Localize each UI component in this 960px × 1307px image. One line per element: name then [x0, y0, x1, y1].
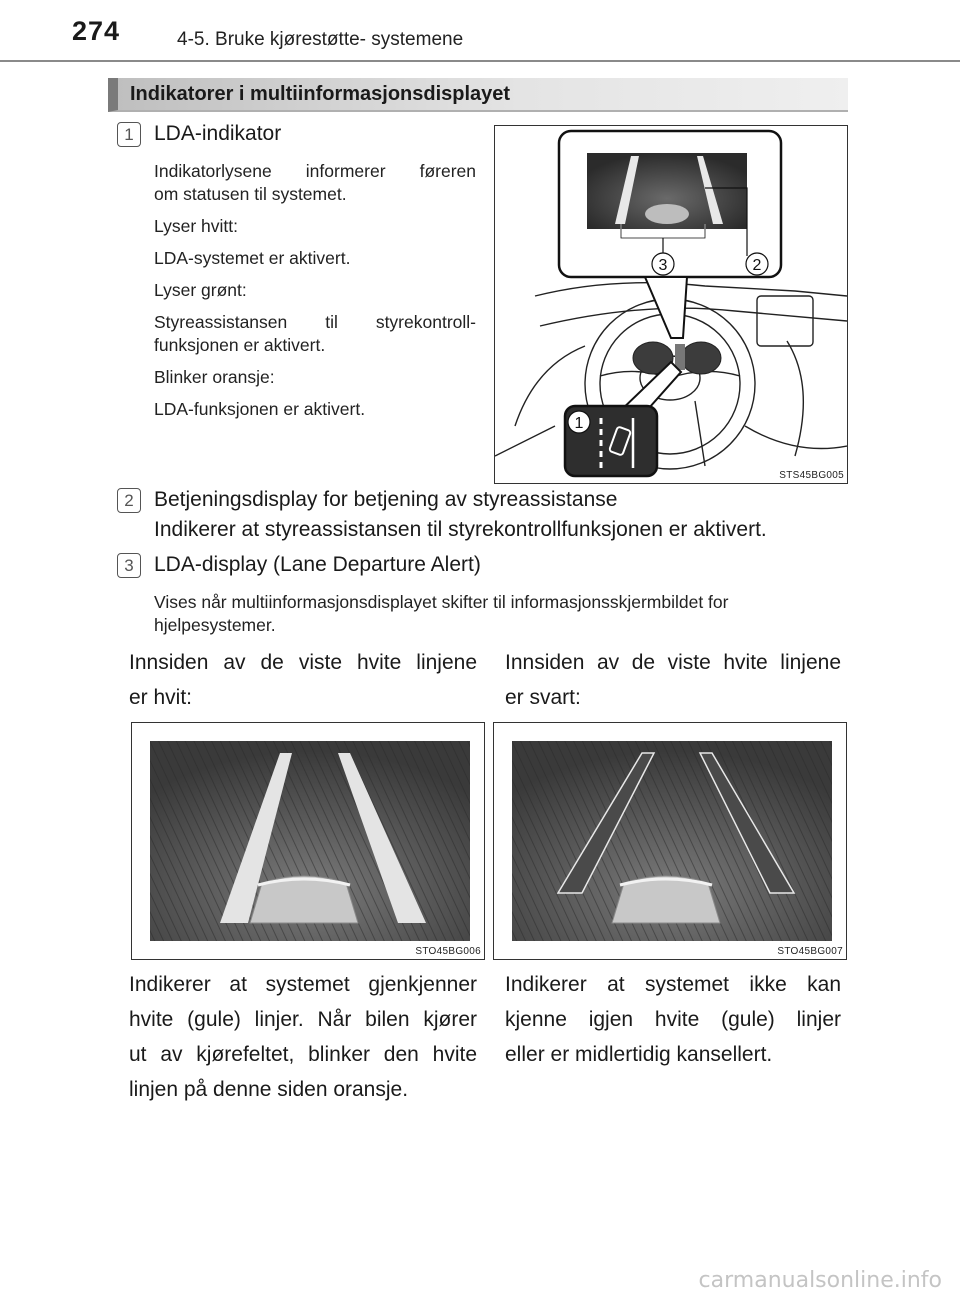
description-line: linjen på denne siden oransje.: [129, 1078, 409, 1101]
description-line: Indikatorlysene informerer føreren: [154, 161, 476, 181]
item-number-badge: 2: [117, 488, 141, 513]
callout-3: 3: [658, 257, 668, 274]
description-line: hvite (gule) linjer. Når bilen kjører: [129, 1008, 477, 1031]
callout-1: 1: [574, 415, 584, 432]
description-line: Blinker oransje:: [154, 367, 275, 387]
description-line: om statusen til systemet.: [154, 184, 347, 204]
left-heading: [129, 645, 477, 715]
left-description: [129, 967, 477, 1107]
item-1-description: [154, 160, 476, 421]
description-line: ut av kjørefeltet, blinker den hvite: [129, 1043, 477, 1066]
item-title: Betjeningsdisplay for betjening av styreassistanse: [154, 488, 618, 511]
right-description: [505, 967, 841, 1072]
lda-display-black-inside: [494, 723, 846, 959]
lda-display-white-inside: [132, 723, 484, 959]
watermark: carmanualsonline.info: [698, 1268, 942, 1293]
description-line: LDA-funksjonen er aktivert.: [154, 399, 366, 419]
figure-code: STS45BG005: [779, 470, 844, 481]
item-description-line: Vises når multiinformasjonsdisplayet skifter til informasjonsskjermbildet for: [154, 592, 729, 612]
description-line: Lyser hvitt:: [154, 216, 238, 236]
callout-2: 2: [752, 257, 762, 274]
section-title: Indikatorer i multiinformasjonsdisplayet: [130, 83, 511, 105]
description-line: Indikerer at systemet ikke kan: [505, 973, 841, 996]
figure-black-lines: [493, 722, 847, 960]
item-description-line: hjelpesystemer.: [154, 615, 276, 635]
dashboard-figure: [494, 125, 848, 484]
description-line: Lyser grønt:: [154, 280, 247, 300]
section-heading-bar: [108, 78, 848, 112]
item-title: LDA-display (Lane Departure Alert): [154, 553, 481, 576]
description-line: Indikerer at systemet gjenkjenner: [129, 973, 477, 996]
right-heading: [505, 645, 841, 715]
item-title: LDA-indikator: [154, 122, 282, 145]
description-line: Styreassistansen til styrekontroll-: [154, 312, 476, 332]
heading-line: er svart:: [505, 686, 581, 709]
item-number-badge: 3: [117, 553, 141, 578]
description-line: LDA-systemet er aktivert.: [154, 248, 351, 268]
header-divider: [0, 60, 960, 62]
heading-line: Innsiden av de viste hvite linjene: [505, 651, 841, 674]
dashboard-illustration: [495, 126, 847, 483]
figure-white-lines: [131, 722, 485, 960]
description-line: funksjonen er aktivert.: [154, 335, 326, 355]
figure-code: STO45BG006: [415, 946, 481, 957]
chapter-title: 4-5. Bruke kjørestøtte- systemene: [177, 29, 464, 50]
figure-code: STO45BG007: [777, 946, 843, 957]
item-number-badge: 1: [117, 122, 141, 147]
item-description: Indikerer at styreassistansen til styrekontrollfunksjonen er aktivert.: [154, 518, 767, 541]
description-line: eller er midlertidig kansellert.: [505, 1043, 773, 1066]
description-line: kjenne igjen hvite (gule) linjer: [505, 1008, 841, 1031]
heading-line: er hvit:: [129, 686, 193, 709]
heading-line: Innsiden av de viste hvite linjene: [129, 651, 477, 674]
page-number: 274: [72, 16, 121, 46]
